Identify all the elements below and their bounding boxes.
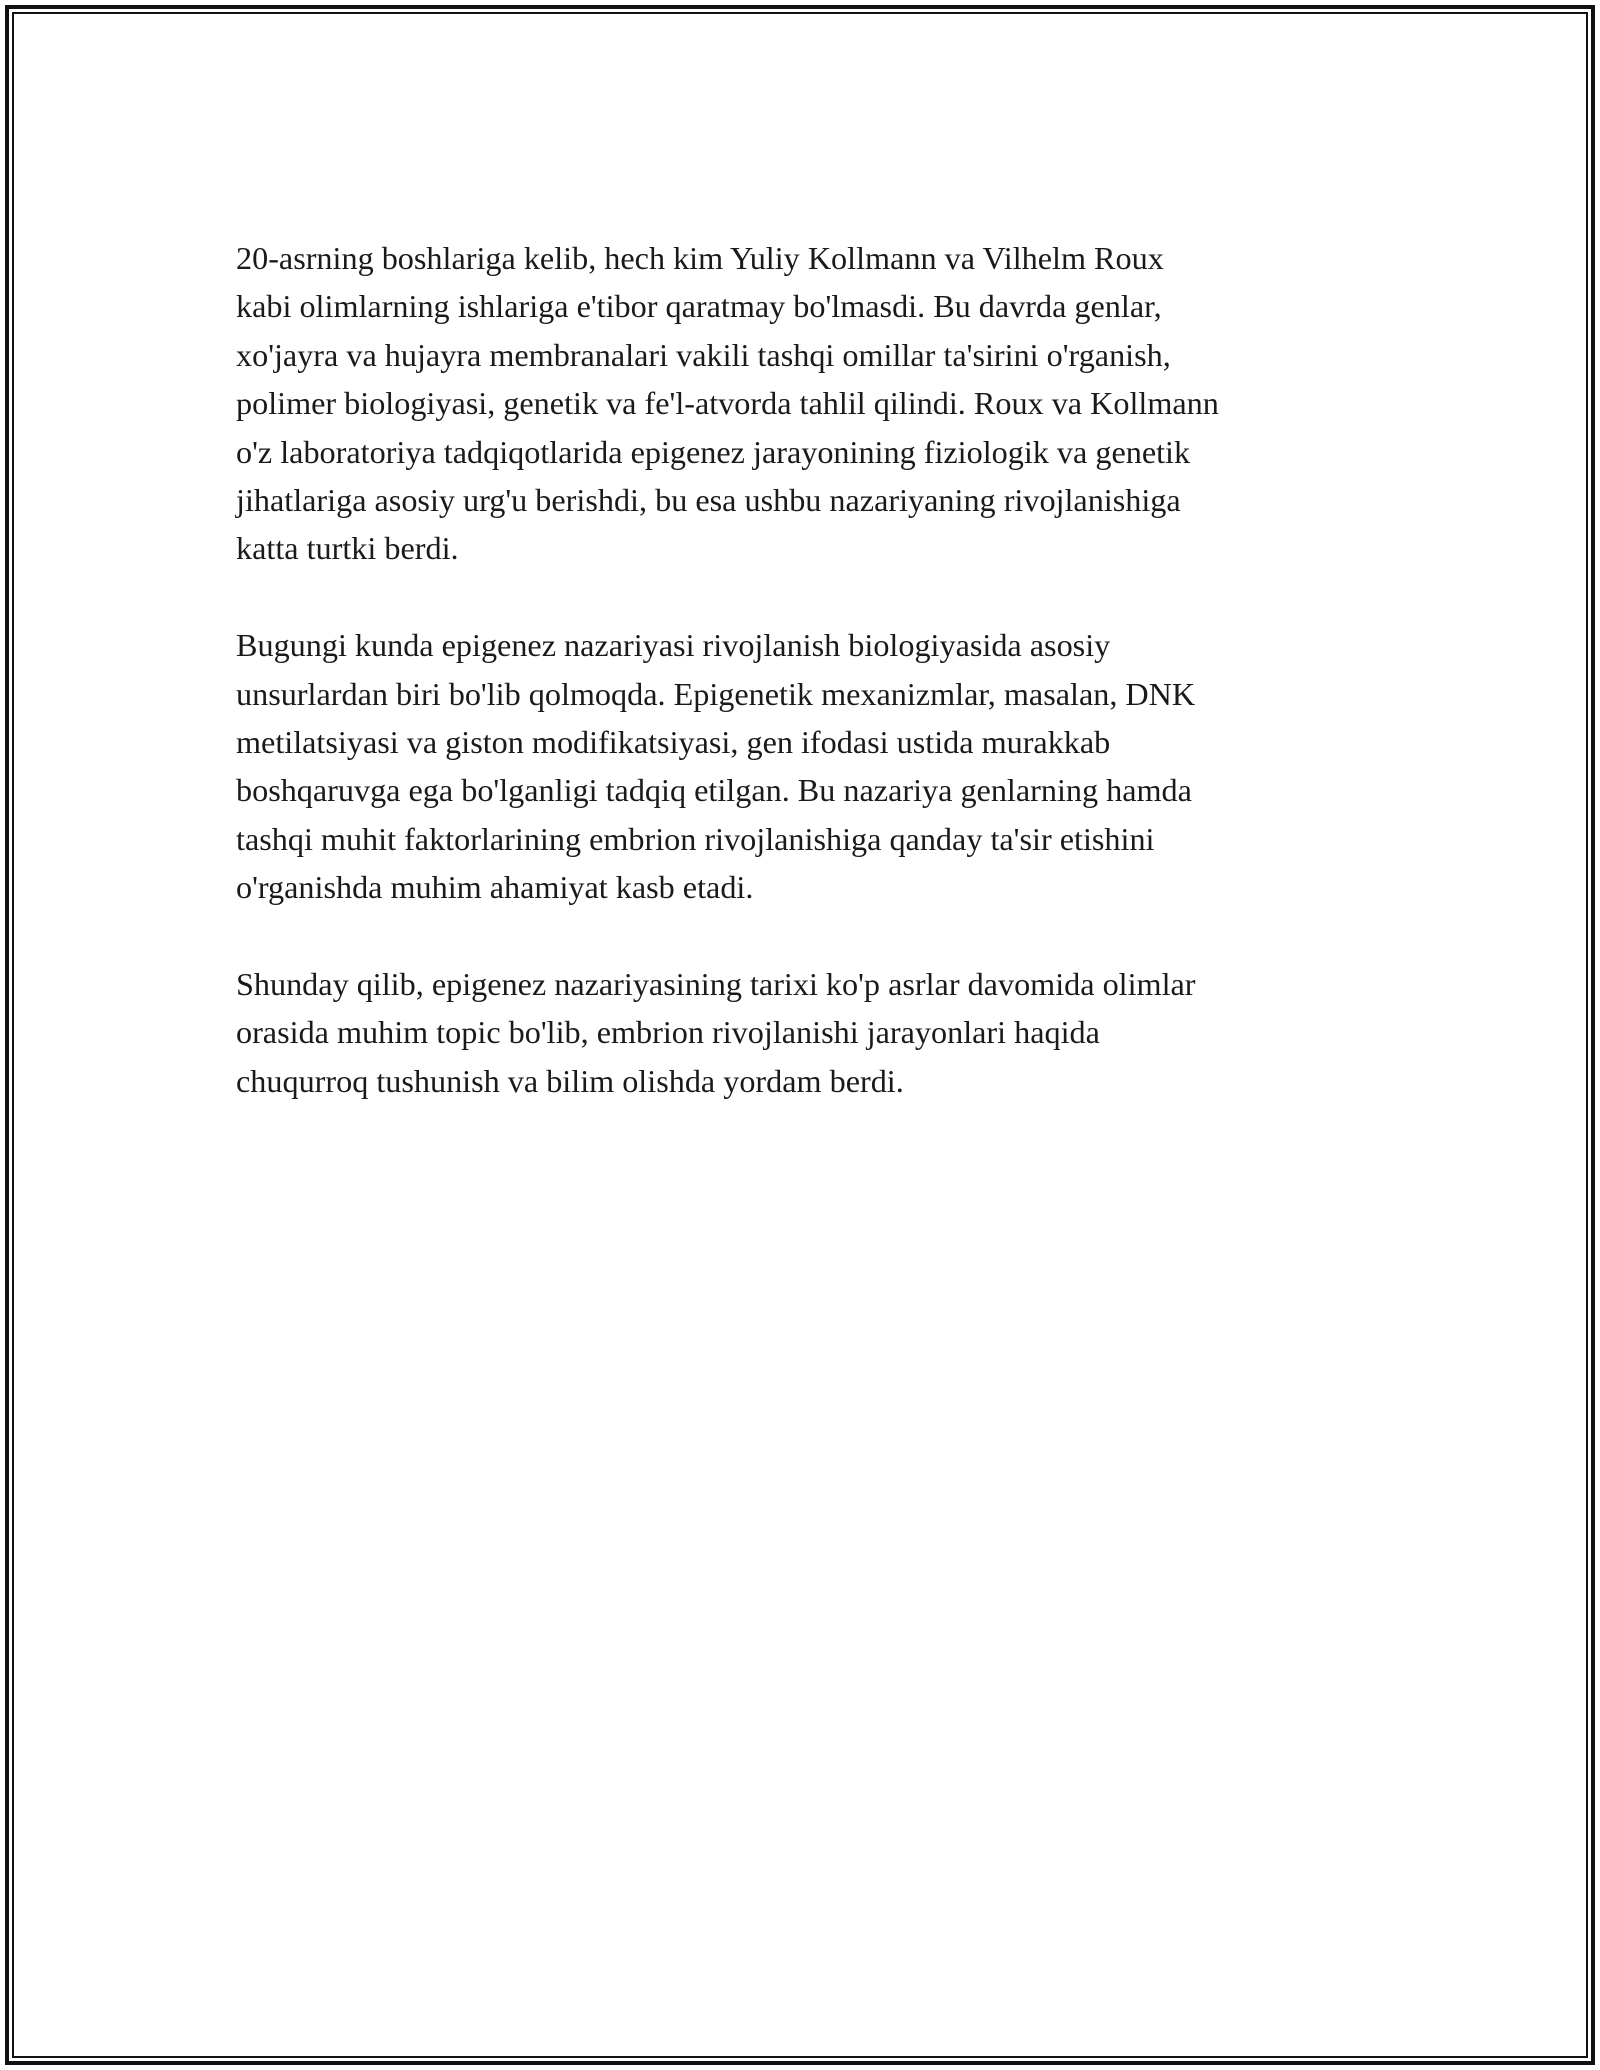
paragraph-line: tashqi muhit faktorlarining embrion rivojlanishiga qanday ta'sir etishini <box>236 820 1155 857</box>
paragraph-line: unsurlardan biri bo'lib qolmoqda. Epigenetik mexanizmlar, masalan, DNK <box>236 675 1196 712</box>
paragraph-line: Bugungi kunda epigenez nazariyasi rivojlanish biologiyasida asosiy <box>236 627 1111 664</box>
paragraph-line: boshqaruvga ega bo'lganligi tadqiq etilgan. Bu nazariya genlarning hamda <box>236 772 1192 809</box>
paragraph-line: Shunday qilib, epigenez nazariyasining tarixi ko'p asrlar davomida olimlar <box>236 966 1196 1003</box>
paragraph-1 <box>236 234 1366 573</box>
paragraph-line: chuqurroq tushunish va bilim olishda yordam berdi. <box>236 1062 904 1099</box>
paragraph-line: orasida muhim topic bo'lib, embrion rivojlanishi jarayonlari haqida <box>236 1014 1100 1051</box>
paragraph-line: xo'jayra va hujayra membranalari vakili tashqi omillar ta'sirini o'rganish, <box>236 336 1171 373</box>
paragraph-line: 20-asrning boshlariga kelib, hech kim Yuliy Kollmann va Vilhelm Roux <box>236 240 1164 276</box>
paragraph-line: o'rganishda muhim ahamiyat kasb etadi. <box>236 869 754 906</box>
paragraph-3 <box>236 960 1366 1105</box>
paragraph-line: jihatlariga asosiy urg'u berishdi, bu esa ushbu nazariyaning rivojlanishiga <box>236 482 1181 519</box>
document-body <box>236 234 1366 1154</box>
paragraph-line: metilatsiyasi va giston modifikatsiyasi, gen ifodasi ustida murakkab <box>236 724 1111 761</box>
paragraph-line: polimer biologiyasi, genetik va fe'l-atvorda tahlil qilindi. Roux va Kollmann <box>236 385 1219 422</box>
paragraph-2 <box>236 621 1366 911</box>
paragraph-line: o'z laboratoriya tadqiqotlarida epigenez jarayonining fiziologik va genetik <box>236 433 1191 470</box>
paragraph-line: kabi olimlarning ishlariga e'tibor qaratmay bo'lmasdi. Bu davrda genlar, <box>236 288 1162 325</box>
paragraph-line: katta turtki berdi. <box>236 530 459 567</box>
